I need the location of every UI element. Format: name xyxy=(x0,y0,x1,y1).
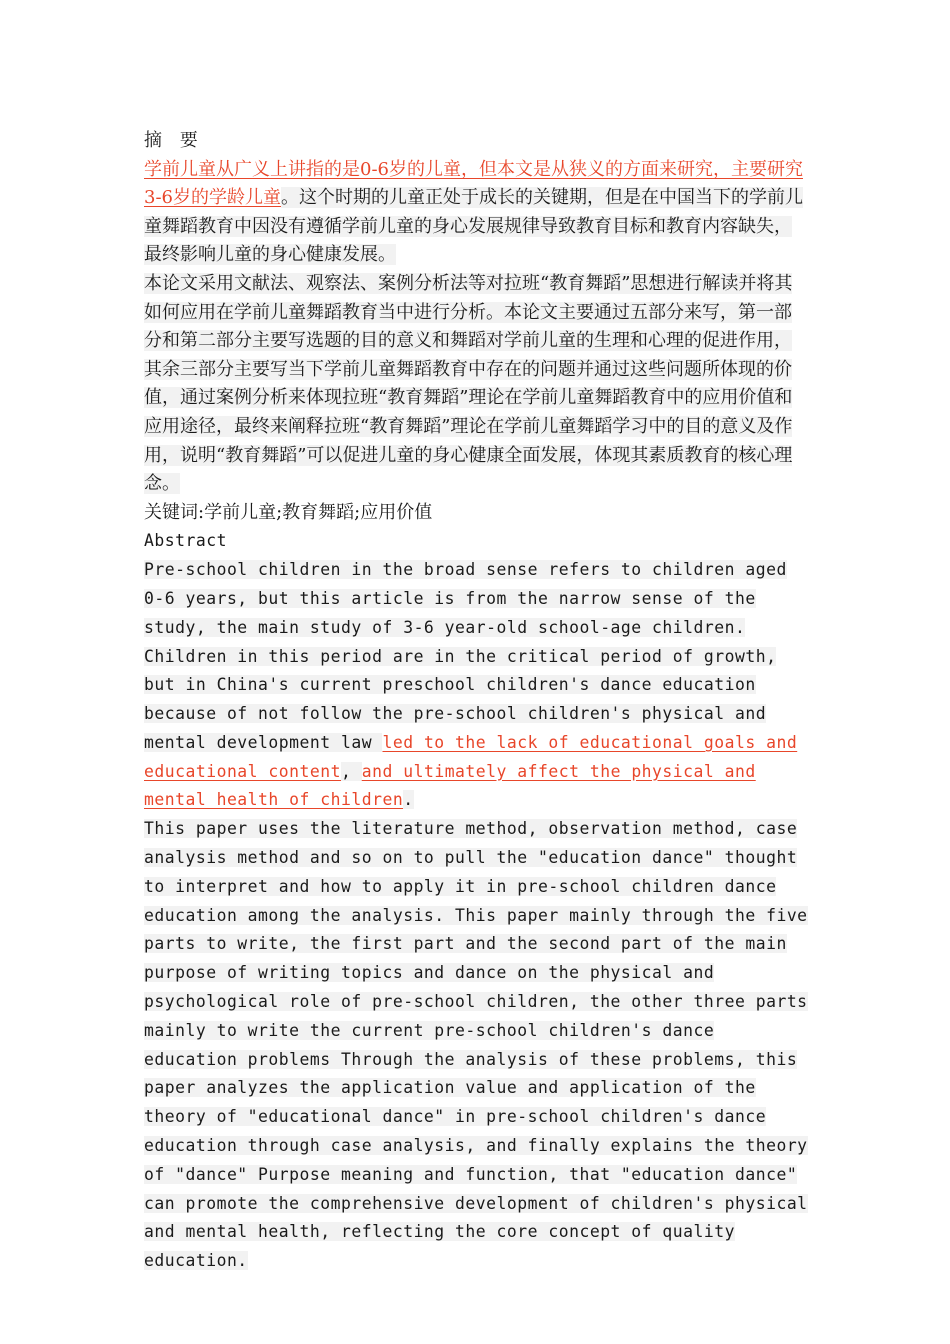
paragraph-text: Pre-school children in the broad sense refers to children aged 0-6 years, but this article is from the narrow sense of the study, the main study of 3-6 year-old school-age children. Children in this period are in the critical period of growth, but in China's current preschool children's dance education because of not follow the pre-school children's physical and mental development law xyxy=(144,560,787,752)
abstract-paragraph-zh-1 xyxy=(144,156,808,270)
paragraph-text: 本论文采用文献法、观察法、案例分析法等对拉班“教育舞蹈”思想进行解读并将其如何应用在学前儿童舞蹈教育当中进行分析。本论文主要通过五部分来写，第一部分和第二部分主要写选题的目的意义和舞蹈对学前儿童的生理和心理的促进作用，其余三部分主要写当下学前儿童舞蹈教育中存在的问题并通过这些问题所体现的价值，通过案例分析来体现拉班“教育舞蹈”理论在学前儿童舞蹈教育中的应用价值和应用途径，最终来阐释拉班“教育舞蹈”理论在学前儿童舞蹈学习中的目的意义及作用，说明“教育舞蹈”可以促进儿童的身心健康全面发展，体现其素质教育的核心理念。 xyxy=(144,272,793,495)
paragraph-text: This paper uses the literature method, observation method, case analysis method and so on to pull the "education dance" thought to interpret and how to apply it in pre-school children dance education among the analysis. This paper mainly through the five parts to write, the first part and the second part of the main purpose of writing topics and dance on the physical and psychological role of pre-school children, the other three parts mainly to write the current pre-school children's dance education problems Through the analysis of these problems, this paper analyzes the application value and application of the theory of "educational dance" in pre-school children's dance education through case analysis, and finally explains the theory of "dance" Purpose meaning and function, that "education dance" can promote the comprehensive development of children's physical and mental health, reflecting the core concept of quality education. xyxy=(144,819,808,1271)
abstract-heading-zh: 摘 要 xyxy=(144,130,204,151)
paragraph-text: . xyxy=(403,790,414,810)
highlighted-text: and ultimately affect the physical and mental health of children xyxy=(144,761,756,810)
separator-text: , xyxy=(341,761,362,781)
abstract-heading-en: Abstract xyxy=(144,531,227,551)
highlighted-text: 学前儿童从广义上讲指的是0-6岁的儿童，但本文是从狭义的方面来研究，主要研究3-6岁的学龄儿童 xyxy=(144,158,803,209)
highlighted-text: led to the lack of educational goals and educational content xyxy=(144,732,798,781)
abstract-paragraph-en-1 xyxy=(144,556,808,815)
abstract-content xyxy=(144,127,808,1276)
keywords-line: 关键词:学前儿童;教育舞蹈;应用价值 xyxy=(144,501,433,523)
abstract-paragraph-zh-2 xyxy=(144,270,808,499)
abstract-paragraph-en-2 xyxy=(144,815,808,1276)
paragraph-text: 。这个时期的儿童正处于成长的关键期，但是在中国当下的学前儿童舞蹈教育中因没有遵循学前儿童的身心发展规律导致教育目标和教育内容缺失，最终影响儿童的身心健康发展。 xyxy=(144,187,803,266)
